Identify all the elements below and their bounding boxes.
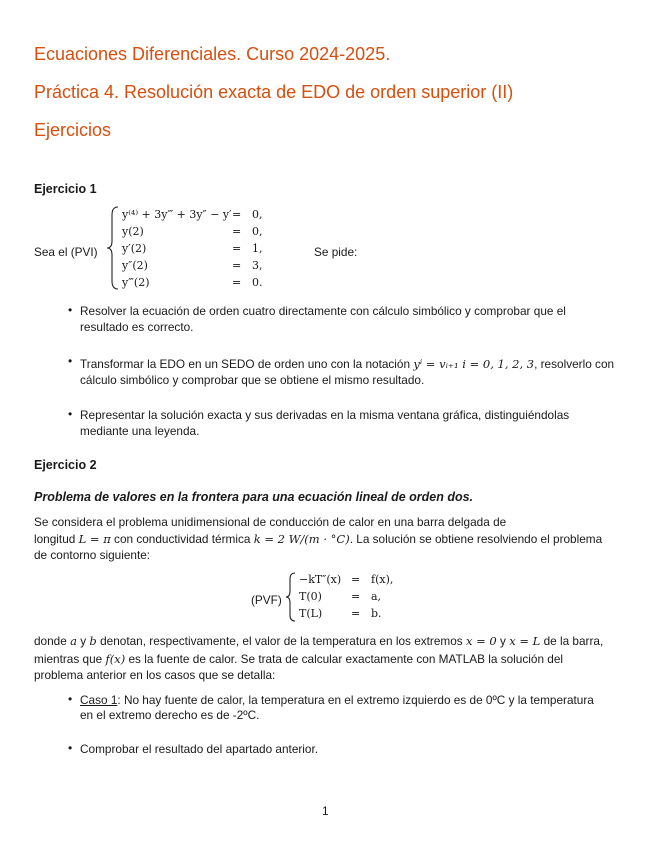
var-b: b <box>89 634 97 648</box>
ej2-p2-donde: donde <box>34 634 67 648</box>
ej2-k-math: k = 2 W/(m · °C) <box>253 532 350 546</box>
pvf-r3-lhs: T(L) <box>299 607 323 620</box>
ej2-p1-solucion: . La solución se obtiene resolviendo el problema <box>349 532 603 546</box>
ej1-bullet-2-pre: Transformar la EDO en un SEDO de orden uno con la notación <box>80 357 411 371</box>
exercise-2-heading: Ejercicio 2 <box>34 458 97 472</box>
pvi-eq1-lhs: y⁽⁴⁾ + 3y‴ + 3y″ − y′ <box>122 208 232 221</box>
pvi-eq4-lhs: y″(2) <box>122 259 148 272</box>
ej2-p2-y2: y <box>500 634 506 648</box>
pvi-system <box>122 208 272 290</box>
pvi-eq2-lhs: y(2) <box>122 225 144 238</box>
pvf-r2-lhs: T(0) <box>299 590 322 603</box>
pvi-eq3-sign: = <box>232 242 242 255</box>
ej1-bullet-2-post: , resolverlo con cálculo simbólico y comprobar que se obtiene el mismo resultado. <box>80 357 615 387</box>
exercise-2-subtitle: Problema de valores en la frontera para una ecuación lineal de orden dos. <box>34 490 474 504</box>
pvi-eq1-sign: = <box>232 208 242 221</box>
ej2-p2-line3: problema anterior en los casos que se detalla: <box>34 668 276 682</box>
ej1-bullet-2-math: yⁱ = vᵢ₊₁ i = 0, 1, 2, 3 <box>413 357 535 371</box>
pvi-eq5-lhs: y‴(2) <box>122 276 150 289</box>
pvf-system <box>299 573 419 623</box>
ej2-p1-line3: de contorno siguiente: <box>34 548 151 562</box>
ej2-p2-line2 <box>34 651 563 667</box>
ej2-p2-line1 <box>34 633 603 649</box>
pvf-r2-sign: = <box>351 590 361 603</box>
ej1-bullet-2 <box>80 356 620 388</box>
bullet-marker: • <box>68 741 73 755</box>
ej2-p2-y: y <box>80 634 87 648</box>
ej2-p1-conductividad: con conductividad térmica <box>114 532 251 546</box>
pvi-eq1-rhs: 0, <box>252 208 263 221</box>
caso-1-line1 <box>80 692 594 708</box>
caso-1-line2: en el extremo derecho es de -2ºC. <box>80 708 260 722</box>
x-eq-L: x = L <box>509 634 541 648</box>
ej2-bullet-2: Comprobar el resultado del apartado anterior. <box>80 742 319 756</box>
pvi-eq3-rhs: 1, <box>252 242 263 255</box>
pvf-r1-sign: = <box>351 573 361 586</box>
pvi-eq2-rhs: 0, <box>252 225 263 238</box>
ej2-p1-line1: Se considera el problema unidimensional de conducción de calor en una barra delgada de <box>34 515 507 529</box>
pvi-eq4-sign: = <box>232 259 242 272</box>
pvi-eq5-rhs: 0. <box>252 276 263 289</box>
bullet-marker: • <box>68 692 73 706</box>
pvf-r1-rhs: f(x), <box>371 573 394 586</box>
se-pide: Se pide: <box>314 245 358 259</box>
pvf-label: (PVF) <box>251 593 282 607</box>
pvf-r3-sign: = <box>351 607 361 620</box>
pvf-r3-rhs: b. <box>371 607 382 620</box>
ej2-p2-denotan: denotan, respectivamente, el valor de la temperatura en los extremos <box>100 634 463 648</box>
ej1-bullet-1: Resolver la ecuación de orden cuatro directamente con cálculo simbólico y comprobar que el resultado es correcto. <box>80 304 566 334</box>
pvf-r1-lhs: −kT″(x) <box>299 573 342 586</box>
ej2-length-math: L = π <box>78 532 111 546</box>
page-number: 1 <box>322 804 329 818</box>
var-a: a <box>70 634 77 648</box>
practica-title: Práctica 4. Resolución exacta de EDO de orden superior (II) <box>34 82 514 102</box>
f-of-x: f(x) <box>105 652 126 666</box>
course-title: Ecuaciones Diferenciales. Curso 2024-2025. <box>34 44 391 64</box>
pvi-lead: Sea el (PVI) <box>34 245 98 259</box>
pvi-eq4-rhs: 3, <box>252 259 263 272</box>
x-eq-0: x = 0 <box>465 634 497 648</box>
pvi-eq3-lhs: y′(2) <box>122 242 147 255</box>
ej2-p1-longitud: longitud <box>34 532 76 546</box>
ej2-p2-fuente: es la fuente de calor. Se trata de calcular exactamente con MATLAB la solución del <box>128 652 564 666</box>
section-title: Ejercicios <box>34 120 112 140</box>
ej2-p1-line2 <box>34 531 602 547</box>
bullet-marker: • <box>68 303 73 317</box>
caso-1-text: : No hay fuente de calor, la temperatura en el extremo izquierdo es de 0ºC y la temperatura <box>117 693 594 707</box>
ej2-p2-barra: de la barra, <box>543 634 604 648</box>
pvi-brace <box>106 205 120 291</box>
bullet-marker: • <box>68 407 73 421</box>
pvi-eq2-sign: = <box>232 225 242 238</box>
pvf-r2-rhs: a, <box>371 590 382 603</box>
bullet-marker: • <box>68 354 73 368</box>
pvi-eq5-sign: = <box>232 276 242 289</box>
pvf-brace <box>285 571 297 623</box>
ej2-p2-mientras: mientras que <box>34 652 103 666</box>
exercise-1-heading: Ejercicio 1 <box>34 182 97 196</box>
ej1-bullet-3: Representar la solución exacta y sus derivadas en la misma ventana gráfica, distinguiéndolas mediante una leyenda. <box>80 408 570 438</box>
caso-1-label: Caso 1 <box>80 693 118 707</box>
